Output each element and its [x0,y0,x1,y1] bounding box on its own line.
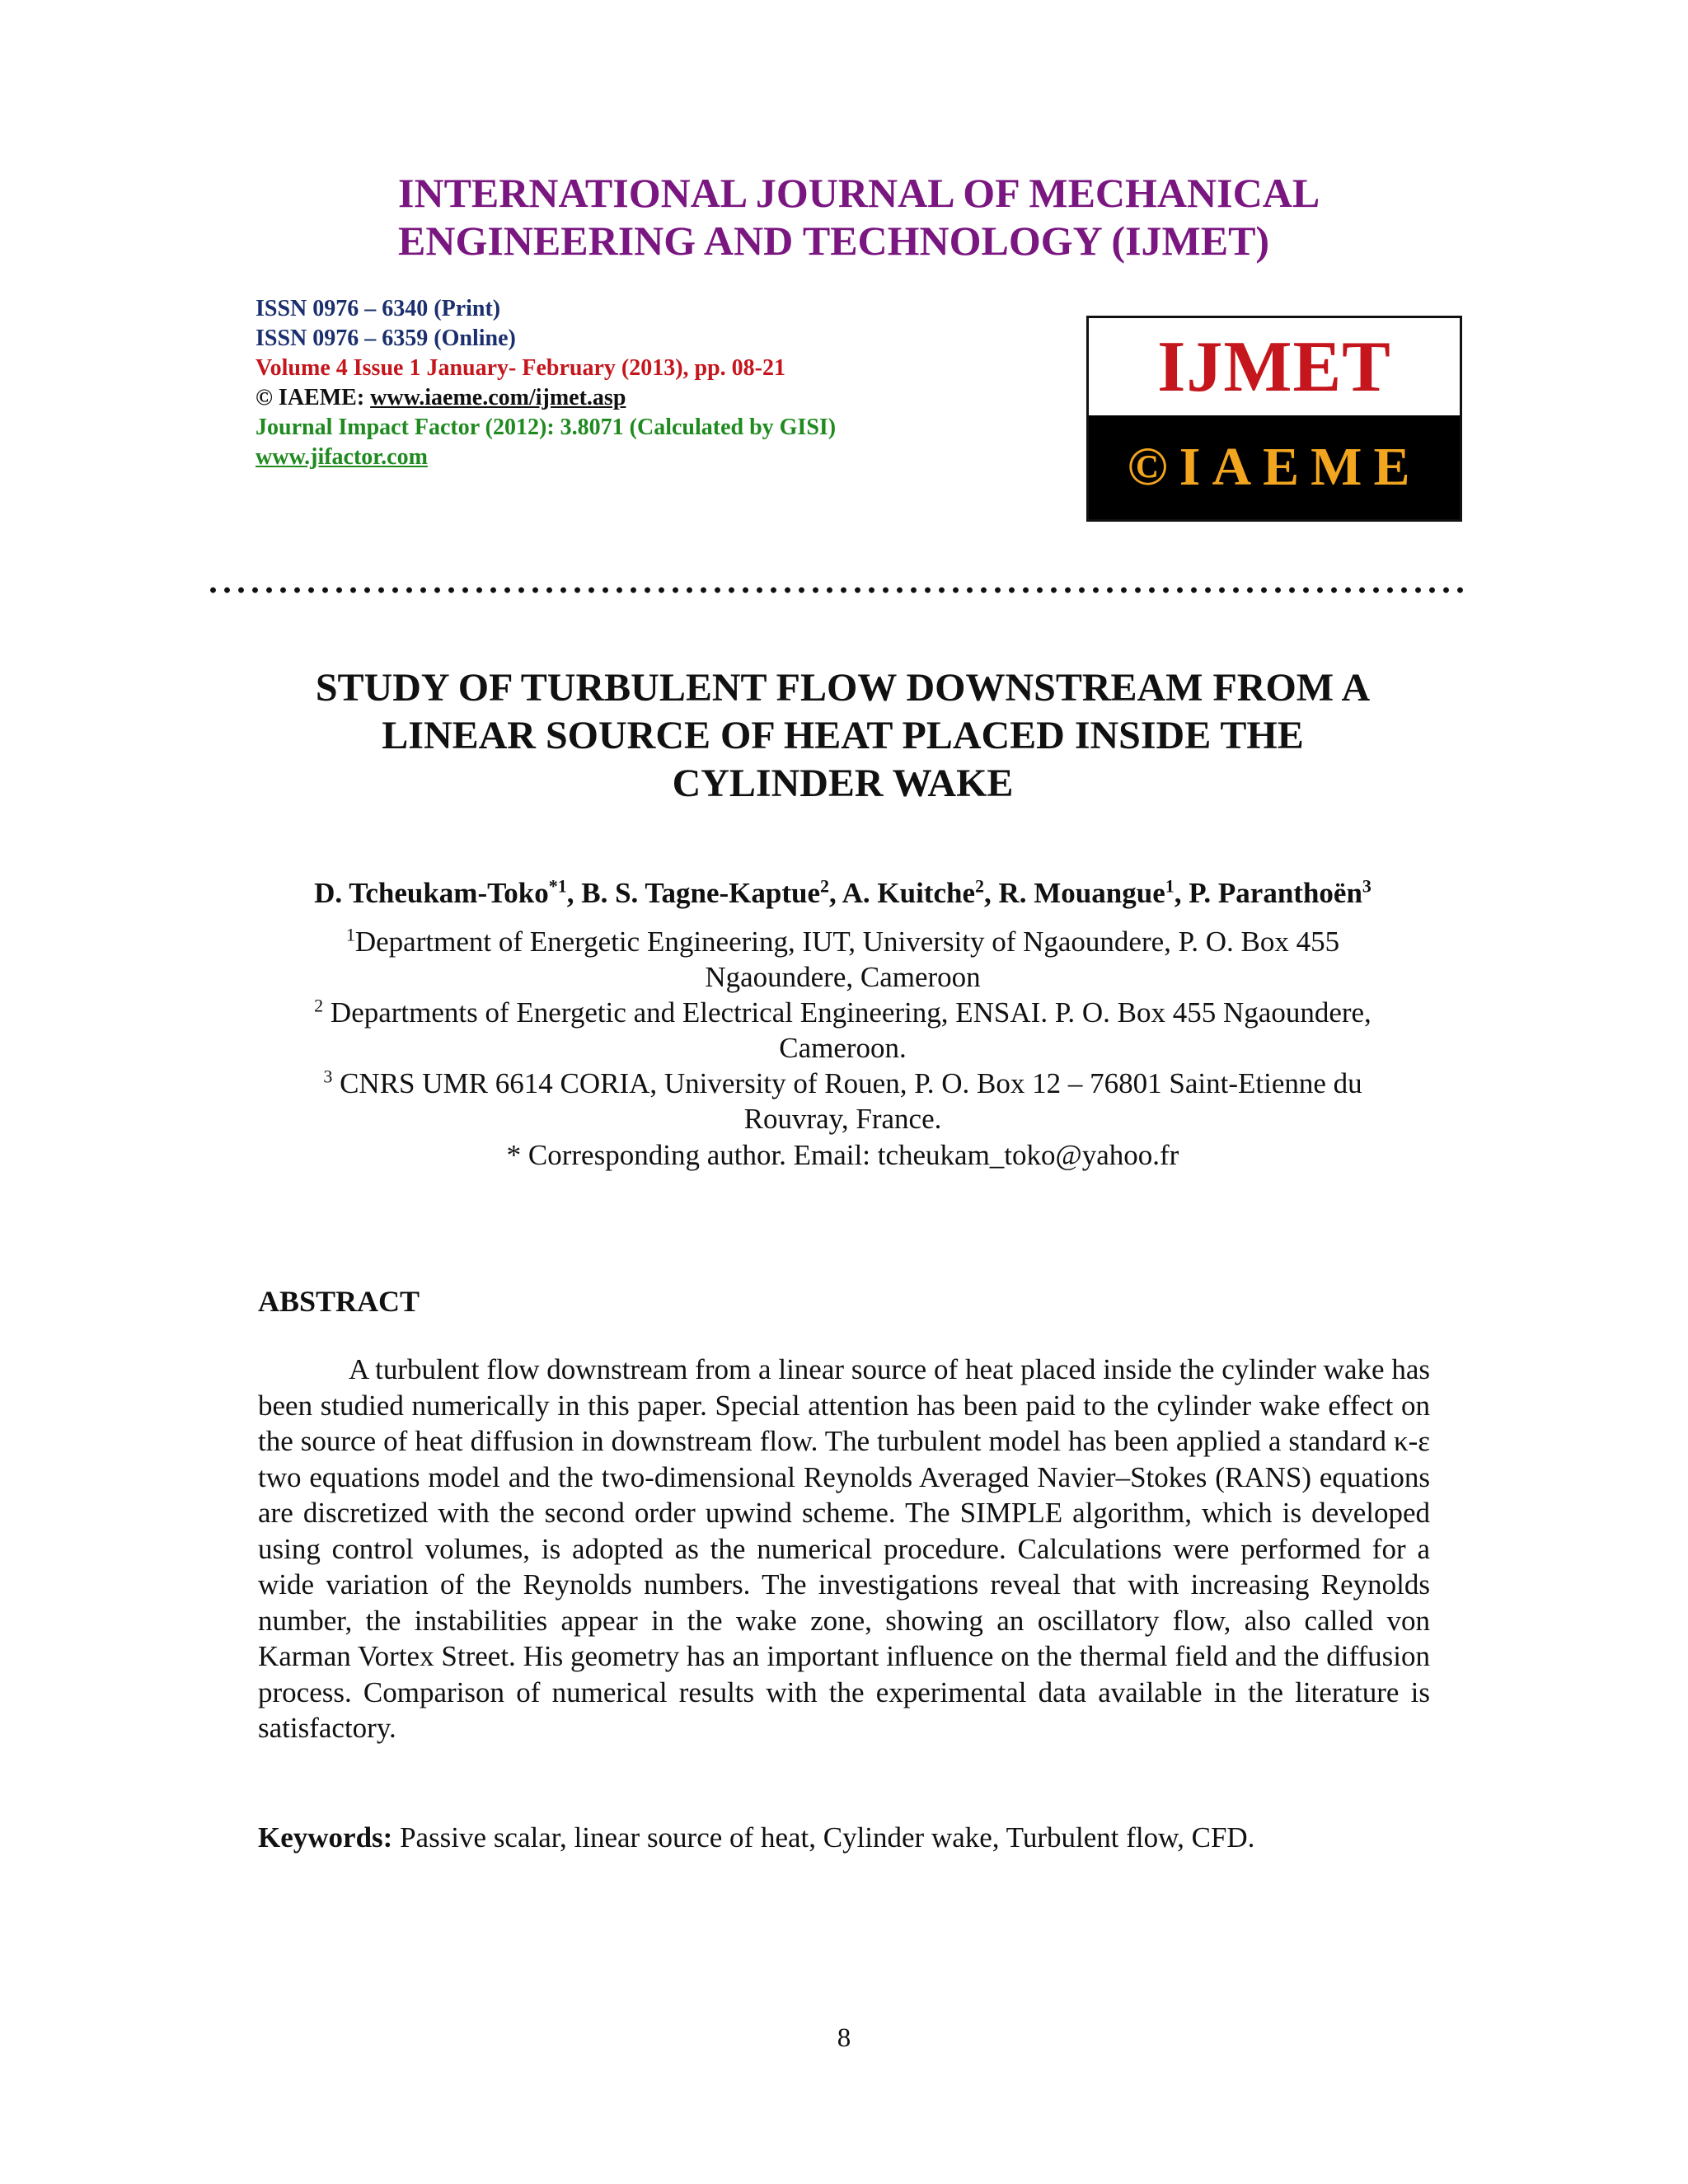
affiliation-1-line-1: $^1$Department of Energetic Engineering, IUT, University of Ngaoundere, P. O. Box 455 [345,924,1340,958]
copyright-prefix: © IAEME: [256,385,371,410]
affiliation-1 [247,924,1438,995]
logo-ijmet-text: IJMET [1157,326,1391,407]
affiliation-3-line-1: $^3$ CNRS UMR 6614 CORIA, University of Rouen, P. O. Box 12 – 76801 Saint-Etienne du [323,1066,1362,1099]
corresponding-author: * Corresponding author. Email: tcheukam_toko@yahoo.fr [506,1139,1179,1171]
keywords-label: Keywords: [258,1821,393,1854]
journal-title-line-2: ENGINEERING AND TECHNOLOGY (IJMET) [398,218,1270,264]
author: P. Paranthoën$^3$ [1189,875,1372,909]
jifactor-link[interactable]: www.jifactor.com [256,444,428,470]
issue-info [256,294,836,472]
issn-online: ISSN 0976 – 6359 (Online) [256,326,516,351]
issn-print: ISSN 0976 – 6340 (Print) [256,296,501,321]
author: R. Mouangue$^1$, [998,875,1189,909]
keywords-text: Passive scalar, linear source of heat, Cylinder wake, Turbulent flow, CFD. [392,1821,1255,1854]
abstract-heading: ABSTRACT [258,1285,420,1318]
paper-title [206,664,1479,808]
journal-title-line-1: INTERNATIONAL JOURNAL OF MECHANICAL [398,170,1320,216]
affiliation-2 [247,995,1438,1066]
ijmet-logo [1086,316,1462,522]
affiliation-2-line-1: $^2$ Departments of Energetic and Electrical Engineering, ENSAI. P. O. Box 455 Ngaoundere, [314,995,1372,1029]
paper-title-line-3: CYLINDER WAKE [672,762,1014,805]
author: D. Tcheukam-Toko$^{*1}$, [314,875,582,909]
paper-title-line-1: STUDY OF TURBULENT FLOW DOWNSTREAM FROM A [315,666,1371,710]
page-number: 8 [837,2023,851,2053]
dotted-divider [206,586,1463,594]
author: A. Kuitche$^2$, [842,875,999,909]
affiliation-1-line-2: Ngaoundere, Cameroon [705,961,981,993]
journal-website-link[interactable]: www.iaeme.com/ijmet.asp [370,385,626,410]
journal-title [398,169,1428,265]
volume-info: Volume 4 Issue 1 January- February (2013), pp. 08-21 [256,355,785,381]
abstract-body: A turbulent flow downstream from a linear source of heat placed inside the cylinder wake has been studied numerically in this paper. Special attention has been paid to the cylinder wake effect on the source of heat diffusion in downstream flow. The turbulent model has been applied a standard κ-ε two equations model and the two-dimensional Reynolds Averaged Navier–Stokes (RANS) equations are discretized with the second order upwind scheme. The SIMPLE algorithm, which is developed using control volumes, is adopted as the numerical procedure. Calculations were performed for a wide variation of the Reynolds numbers. The investigations reveal that with increasing Reynolds number, the instabilities appear in the wake zone, showing an oscillatory flow, also called von Karman Vortex Street. His geometry has an important influence on the thermal field and the diffusion process. Comparison of numerical results with the experimental data available in the literature is satisfactory. [258,1353,1430,1744]
affiliation-2-line-2: Cameroon. [779,1032,907,1064]
impact-factor: Journal Impact Factor (2012): 3.8071 (Calculated by GISI) [256,415,837,440]
copyright-line [256,383,836,413]
affiliation-3 [247,1066,1438,1137]
paper-title-line-2: LINEAR SOURCE OF HEAT PLACED INSIDE THE [382,714,1304,757]
author: B. S. Tagne-Kaptue$^2$, [581,875,842,909]
author-list [206,875,1479,912]
keywords [258,1820,1254,1856]
logo-iaeme-text: ©IAEME [1089,415,1460,519]
affiliation-3-line-2: Rouvray, France. [743,1103,942,1135]
